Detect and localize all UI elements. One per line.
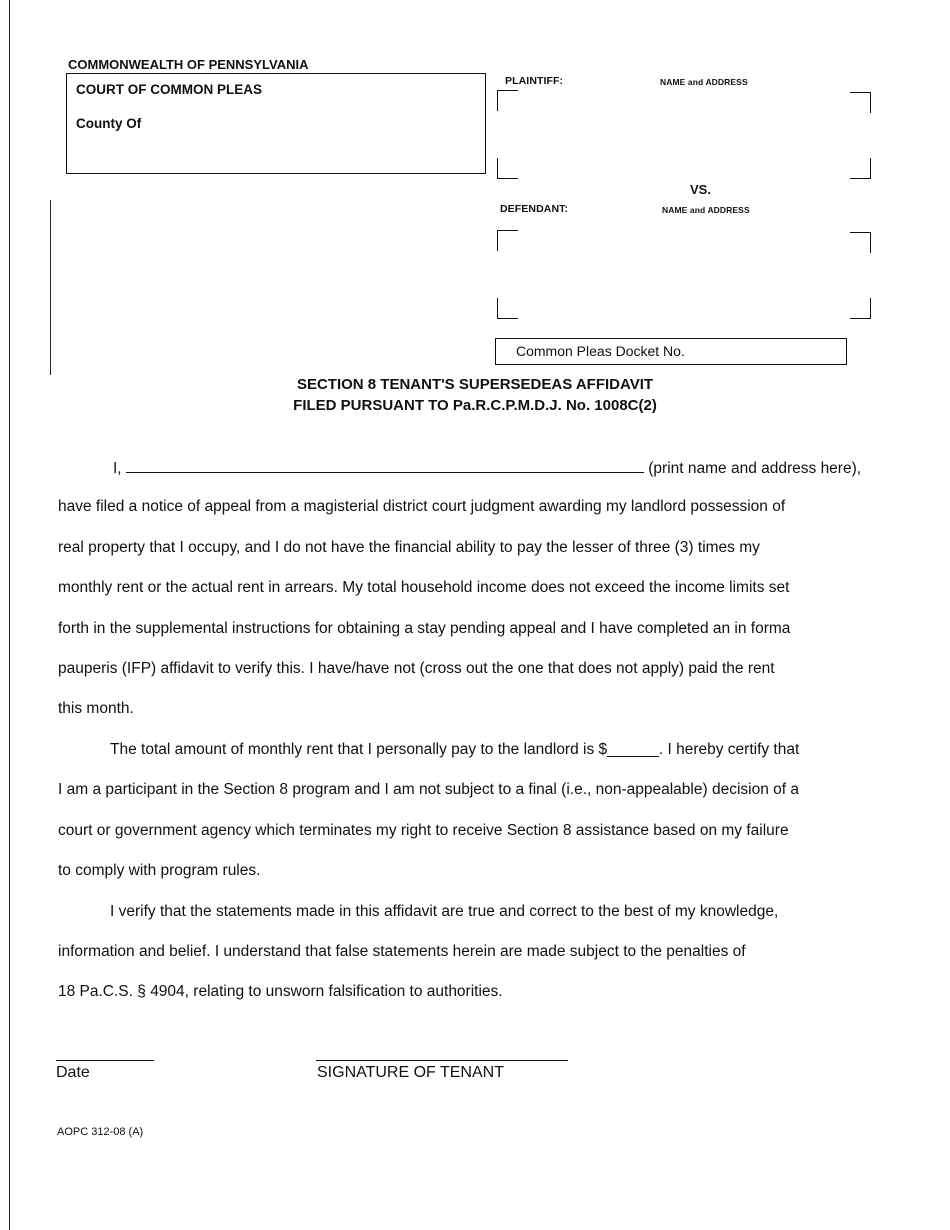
plaintiff-name-address-label: NAME and ADDRESS bbox=[660, 77, 748, 87]
form-title-line1: SECTION 8 TENANT'S SUPERSEDEAS AFFIDAVIT bbox=[296, 376, 654, 393]
affiant-suffix: (print name and address here), bbox=[648, 460, 862, 477]
body-line: this month. bbox=[58, 700, 134, 717]
defendant-label: DEFENDANT: bbox=[500, 203, 569, 215]
body-line: 18 Pa.C.S. § 4904, relating to unsworn falsification to authorities. bbox=[58, 983, 503, 1000]
affiant-name-blank bbox=[126, 458, 644, 473]
date-label: Date bbox=[56, 1064, 90, 1081]
docket-number-box bbox=[495, 338, 847, 365]
commonwealth-heading: COMMONWEALTH OF PENNSYLVANIA bbox=[68, 57, 309, 72]
affiant-prefix: I, bbox=[113, 460, 122, 477]
body-line: information and belief. I understand that false statements herein are made subject to the penalties of bbox=[58, 943, 746, 960]
body-line: to comply with program rules. bbox=[58, 862, 261, 879]
form-title-line2: FILED PURSUANT TO Pa.R.C.P.M.D.J. No. 1008C(2) bbox=[293, 397, 657, 414]
defendant-name-address-label: NAME and ADDRESS bbox=[662, 205, 750, 215]
verification-line: I verify that the statements made in this affidavit are true and correct to the best of my knowledge, bbox=[110, 903, 779, 920]
defendant-corner-top-left bbox=[497, 230, 518, 251]
defendant-corner-bottom-right bbox=[850, 298, 871, 319]
defendant-corner-bottom-left bbox=[497, 298, 518, 319]
docket-label: Common Pleas Docket No. bbox=[516, 343, 685, 359]
form-id: AOPC 312-08 (A) bbox=[57, 1126, 144, 1138]
scan-mark-line bbox=[50, 200, 51, 375]
plaintiff-corner-top-left bbox=[497, 90, 518, 111]
versus-label: VS. bbox=[690, 182, 711, 197]
plaintiff-corner-bottom-left bbox=[497, 158, 518, 179]
body-line: court or government agency which terminates my right to receive Section 8 assistance based on my failure bbox=[58, 822, 789, 839]
body-line: have filed a notice of appeal from a magisterial district court judgment awarding my landlord possession of bbox=[58, 498, 786, 515]
body-line: forth in the supplemental instructions for obtaining a stay pending appeal and I have completed an in forma bbox=[58, 620, 791, 637]
scan-edge-line bbox=[9, 0, 10, 1230]
affiant-line bbox=[113, 458, 861, 478]
plaintiff-label: PLAINTIFF: bbox=[505, 75, 564, 87]
rent-amount-line: The total amount of monthly rent that I personally pay to the landlord is $______. I hereby certify that bbox=[110, 741, 800, 758]
tenant-signature-line bbox=[316, 1060, 568, 1061]
court-name: COURT OF COMMON PLEAS bbox=[76, 82, 262, 97]
body-line: I am a participant in the Section 8 program and I am not subject to a final (i.e., non-appealable) decision of a bbox=[58, 781, 799, 798]
plaintiff-corner-top-right bbox=[850, 92, 871, 113]
body-line: monthly rent or the actual rent in arrears. My total household income does not exceed the income limits set bbox=[58, 579, 790, 596]
county-label: County Of bbox=[76, 116, 142, 131]
body-line: pauperis (IFP) affidavit to verify this. I have/have not (cross out the one that does not apply) paid the rent bbox=[58, 660, 775, 677]
defendant-corner-top-right bbox=[850, 232, 871, 253]
body-line: real property that I occupy, and I do not have the financial ability to pay the lesser of three (3) times my bbox=[58, 539, 760, 556]
plaintiff-corner-bottom-right bbox=[850, 158, 871, 179]
court-box bbox=[66, 73, 486, 174]
date-signature-line bbox=[56, 1060, 154, 1061]
signature-label: SIGNATURE OF TENANT bbox=[317, 1064, 504, 1081]
